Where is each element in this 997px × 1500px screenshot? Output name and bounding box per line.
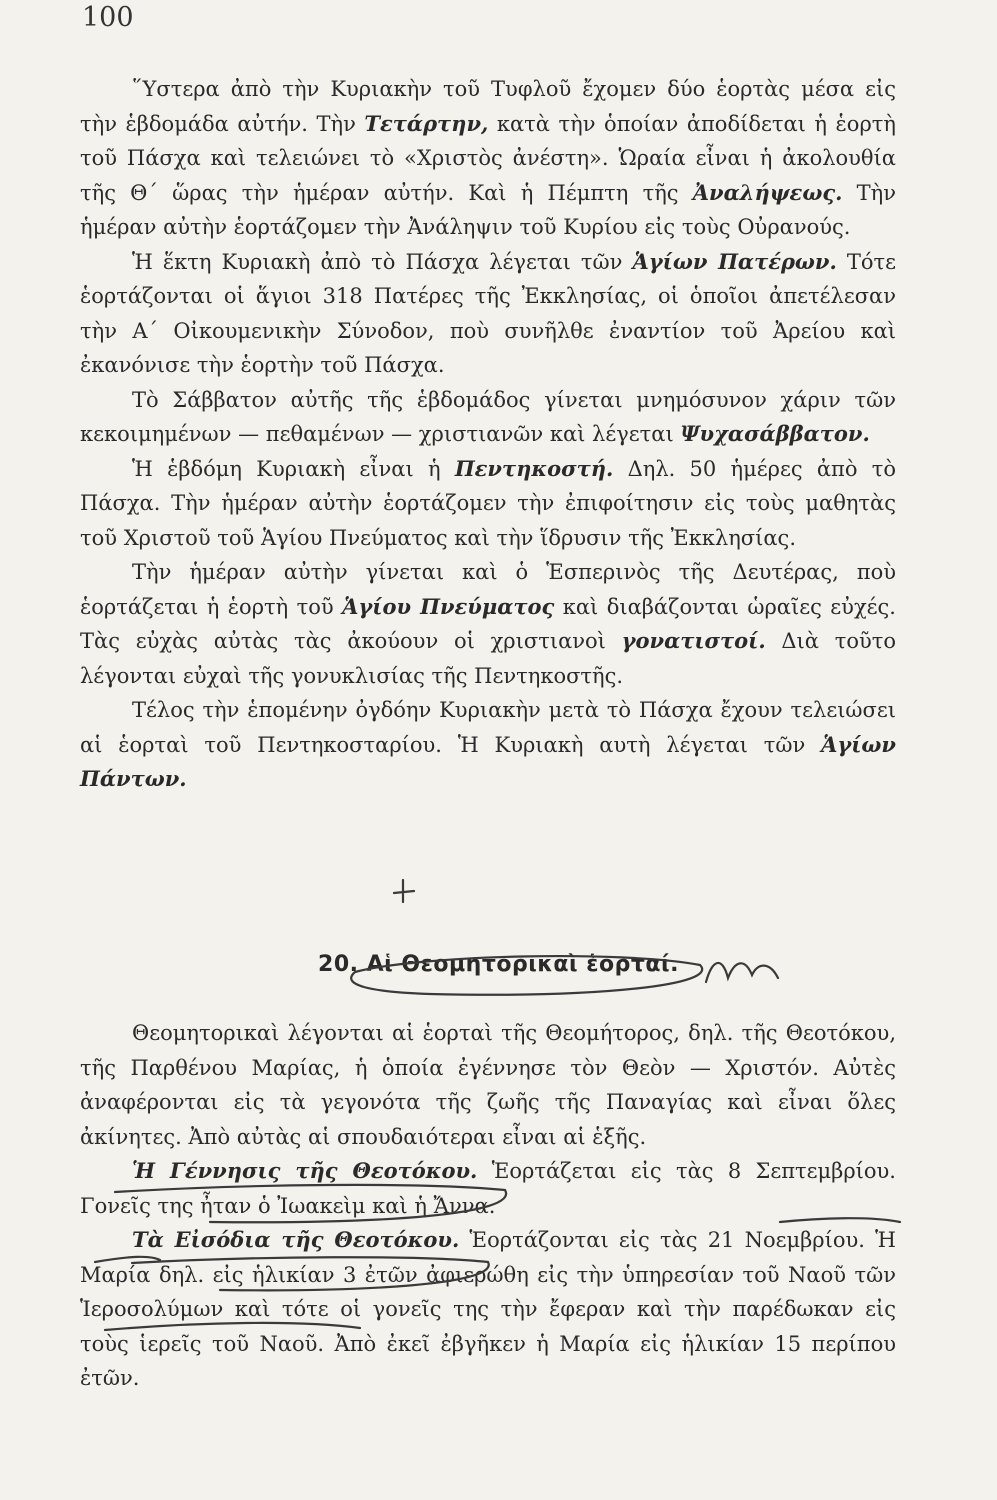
emphasized-term: Πεντηκοστή. — [454, 455, 614, 481]
paragraph-text: Ἑορτάζεται εἰς τὰς 8 Σεπτεμβρίου. Γονεῖς της ἦταν ὁ Ἰωακεὶμ καὶ ἡ Ἄννα. — [80, 1159, 896, 1218]
section-heading: 20. Αἱ Θεομητορικαὶ ἑορταί. — [318, 952, 679, 977]
page-number: 100 — [82, 2, 134, 33]
emphasized-term: Ἁγίων Πάντων. — [80, 731, 896, 791]
paragraph-text: Διὰ τοῦτο λέγονται εὐχαὶ τῆς γονυκλισίας τῆς Πεντηκοστῆς. — [80, 629, 897, 688]
paragraph — [80, 1154, 896, 1223]
emphasized-term: Ἀναλήψεως. — [692, 179, 843, 205]
paragraph-text: Ἡ ἕκτη Κυριακὴ ἀπὸ τὸ Πάσχα λέγεται τῶν — [132, 249, 633, 274]
paragraph-text: Τὴν ἡμέραν αὐτὴν ἑορτάζομεν τὴν Ἀνάληψιν τοῦ Κυρίου εἰς τοὺς Οὐρανούς. — [80, 180, 896, 239]
paragraph-text: Τότε ἑορτάζονται οἱ ἅγιοι 318 Πατέρες τῆς Ἐκκλησίας, οἱ ὁποῖοι ἀπετέλεσαν τὴν Α΄ Οἰκουμενικὴν Σύνοδον, ποὺ συνῆλθε ἐναντίον τοῦ Ἀρείου καὶ ἐκανόνισε τὴν ἑορτὴν τοῦ Πάσχα. — [80, 249, 897, 377]
paragraph-text: κατὰ τὴν ὁποίαν ἀποδίδεται ἡ ἑορτὴ τοῦ Πάσχα καὶ τελειώνει τὸ «Χριστὸς ἀνέστη». Ὡραία εἶναι ἡ ἀκολουθία τῆς Θ΄ ὥρας τὴν ἡμέραν αὐτήν. Καὶ ἡ Πέμπτη τῆς — [80, 111, 896, 205]
paragraph-text: Τέλος τὴν ἑπομένην ὀγδόην Κυριακὴν μετὰ τὸ Πάσχα ἔχουν τελειώσει αἱ ἑορταὶ τοῦ Πεντηκοσταρίου. Ἡ Κυριακὴ αυτὴ λέγεται τῶν — [80, 698, 896, 757]
paragraph-text: Τὴν ἡμέραν αὐτὴν γίνεται καὶ ὁ Ἑσπερινὸς τῆς Δευτέρας, ποὺ ἑορτάζεται ἡ ἑορτὴ τοῦ — [80, 560, 896, 619]
paragraph-text: ῞Υστερα ἀπὸ τὴν Κυριακὴν τοῦ Τυφλοῦ ἔχομεν δύο ἑορτὰς μέσα εἰς τὴν ἑβδομάδα αὐτήν. Τὴν — [80, 77, 896, 136]
body-text-top — [80, 72, 896, 797]
paragraph-text: καὶ διαβάζονται ὡραῖες εὐχές. Τὰς εὐχὰς αὐτὰς τὰς ἀκούουν οἱ χριστιανοὶ — [80, 594, 896, 653]
paragraph — [80, 245, 896, 383]
paragraph-text: Ἡ ἑβδόμη Κυριακὴ εἶναι ἡ — [132, 456, 455, 481]
emphasized-term: Τὰ Εἰσόδια τῆς Θεοτόκου. — [132, 1227, 460, 1252]
emphasized-term: Τετάρτην, — [364, 110, 489, 136]
emphasized-term: Ἁγίων Πατέρων. — [632, 248, 837, 274]
paragraph-text: Ἑορτάζονται εἰς τὰς 21 Νοεμβρίου. Ἡ Μαρία δηλ. εἰς ἡλικίαν 3 ἐτῶν ἀφιερώθη εἰς τὴν ὑπηρεσίαν τοῦ Ναοῦ τῶν Ἱεροσολύμων καὶ τότε οἱ γονεῖς της τὴν ἔφεραν καὶ τὴν παρέδωκαν εἰς τοὺς ἱερεῖς τοῦ Ναοῦ. Ἀπὸ ἐκεῖ ἐβγῆκεν ἡ Μαρία εἰς ἡλικίαν 15 περίπου ἐτῶν. — [80, 1228, 896, 1390]
emphasized-term: γονατιστοί. — [621, 628, 766, 653]
paragraph-text: Τὸ Σάββατον αὐτῆς τῆς ἑβδομάδος γίνεται μνημόσυνον χάριν τῶν κεκοιμημένων — πεθαμένων — χριστιανῶν καὶ λέγεται — [80, 387, 896, 446]
paragraph — [80, 1016, 896, 1154]
paragraph — [80, 1223, 896, 1396]
body-text-bottom — [80, 1016, 896, 1396]
paragraph-text: Θεομητορικαὶ λέγονται αἱ ἑορταὶ τῆς Θεομήτορος, δηλ. τῆς Θεοτόκου, τῆς Παρθένου Μαρίας, ἡ ὁποία ἐγέννησε τὸν Θεὸν — Χριστόν. Αὐτὲς ἀναφέρονται εἰς τὰ γεγονότα τῆς ζωῆς τῆς Παναγίας καὶ εἶναι ὅλες ἀκίνητες. Ἀπὸ αὐτὰς αἱ σπουδαιότεραι εἶναι αἱ ἑξῆς. — [80, 1021, 896, 1149]
paragraph — [80, 452, 896, 556]
paragraph — [80, 555, 896, 693]
emphasized-term: Ἁγίου Πνεύματος — [342, 593, 555, 619]
paragraph-text: Δηλ. 50 ἡμέρες ἀπὸ τὸ Πάσχα. Τὴν ἡμέραν αὐτὴν ἑορτάζομεν τὴν ἐπιφοίτησιν εἰς τοὺς μαθητὰς τοῦ Χριστοῦ τοῦ Ἁγίου Πνεύματος καὶ τὴν ἵδρυσιν τῆς Ἐκκλησίας. — [80, 456, 897, 550]
paragraph — [80, 72, 896, 245]
pen-mark-cross — [394, 880, 414, 902]
emphasized-term: Ψυχασάββατον. — [680, 421, 870, 446]
paragraph — [80, 693, 896, 797]
paragraph — [80, 383, 896, 452]
emphasized-term: Ἡ Γέννησις τῆς Θεοτόκου. — [132, 1158, 478, 1183]
